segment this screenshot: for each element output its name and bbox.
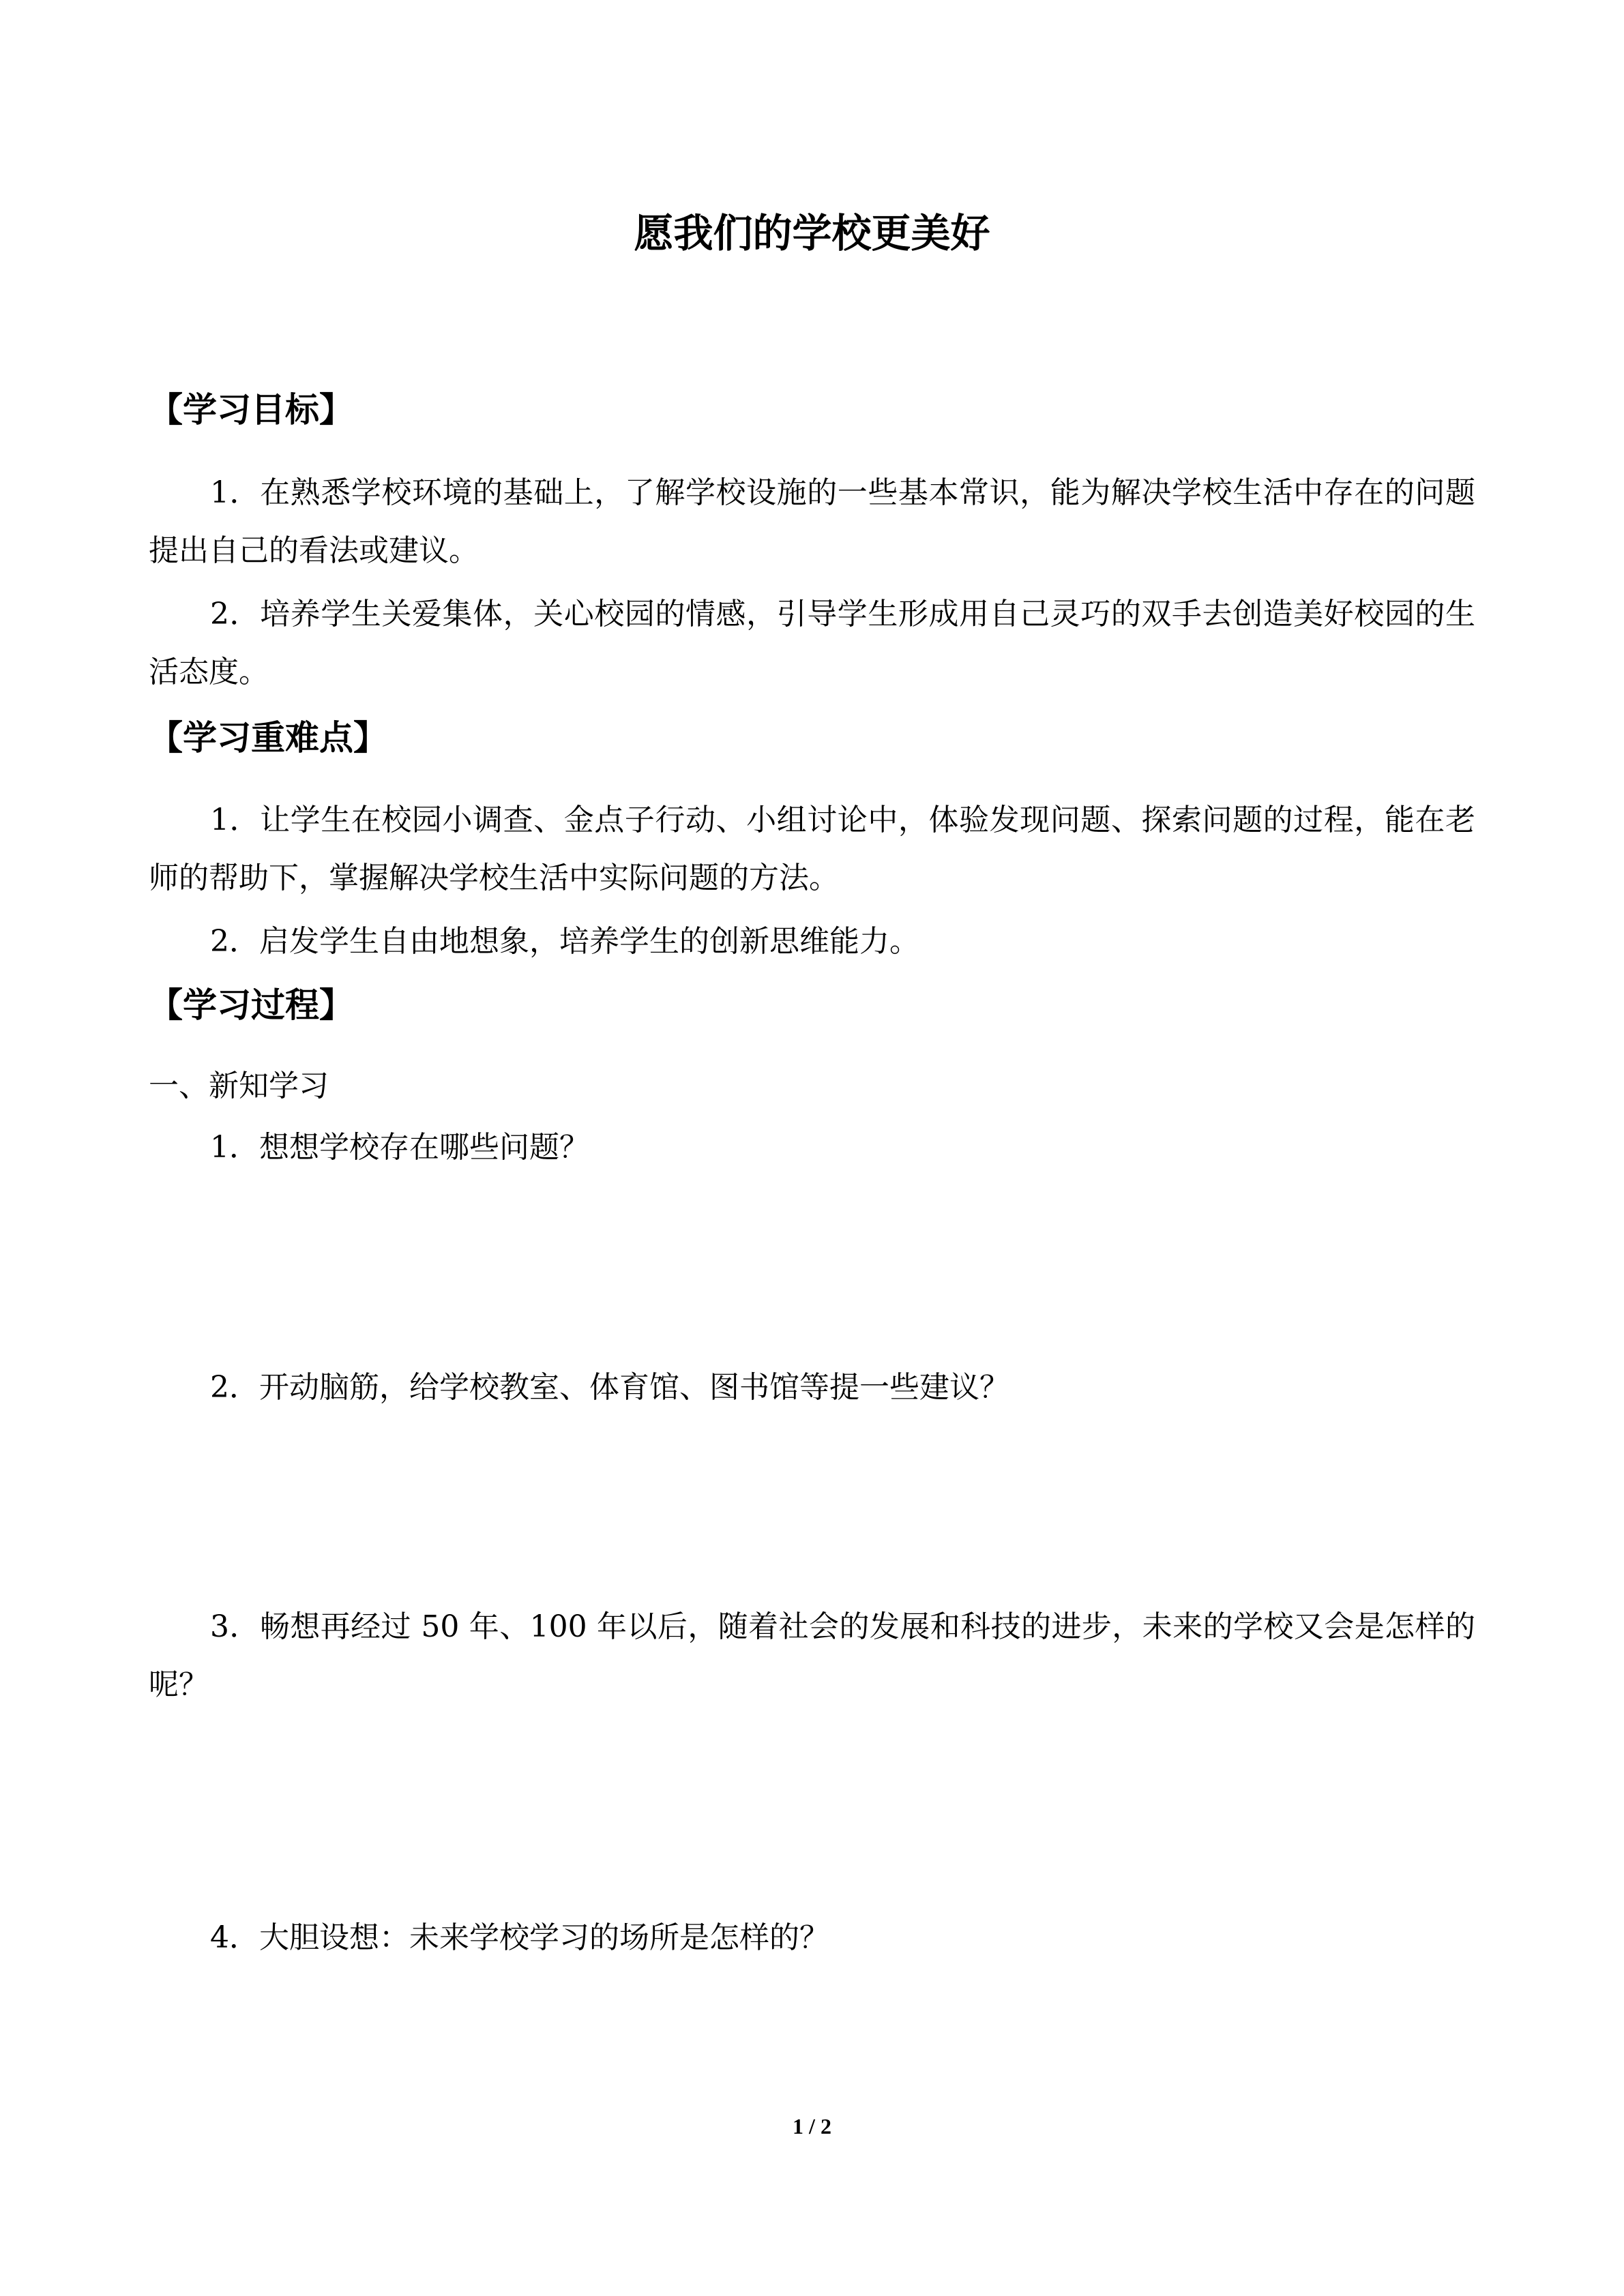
question-3: 3．畅想再经过 50 年、100 年以后，随着社会的发展和科技的进步，未来的学校又会是怎样的呢？ — [149, 1609, 1475, 1702]
key-point-item-2: 2．启发学生自由地想象，培养学生的创新思维能力。 — [210, 924, 919, 959]
objective-item-1: 1．在熟悉学校环境的基础上，了解学校设施的一些基本常识，能为解决学校生活中存在的问题提出自己的看法或建议。 — [149, 475, 1475, 568]
key-point-item-1: 1．让学生在校园小调查、金点子行动、小组讨论中，体验发现问题、探索问题的过程，能在老师的帮助下，掌握解决学校生活中实际问题的方法。 — [149, 803, 1475, 895]
question-2: 2．开动脑筋，给学校教室、体育馆、图书馆等提一些建议？ — [210, 1370, 1009, 1405]
page-number: 1 / 2 — [793, 2114, 831, 2138]
question-1: 1．想想学校存在哪些问题？ — [210, 1130, 589, 1165]
objectives-heading: 【学习目标】 — [149, 389, 353, 430]
process-heading: 【学习过程】 — [149, 985, 353, 1025]
objective-item-2: 2．培养学生关爱集体，关心校园的情感，引导学生形成用自己灵巧的双手去创造美好校园的生活态度。 — [149, 597, 1475, 689]
document-title: 愿我们的学校更美好 — [634, 210, 990, 256]
process-subheading: 一、新知学习 — [149, 1069, 329, 1103]
question-4: 4．大胆设想：未来学校学习的场所是怎样的？ — [210, 1920, 829, 1955]
key-points-heading: 【学习重难点】 — [149, 717, 387, 758]
